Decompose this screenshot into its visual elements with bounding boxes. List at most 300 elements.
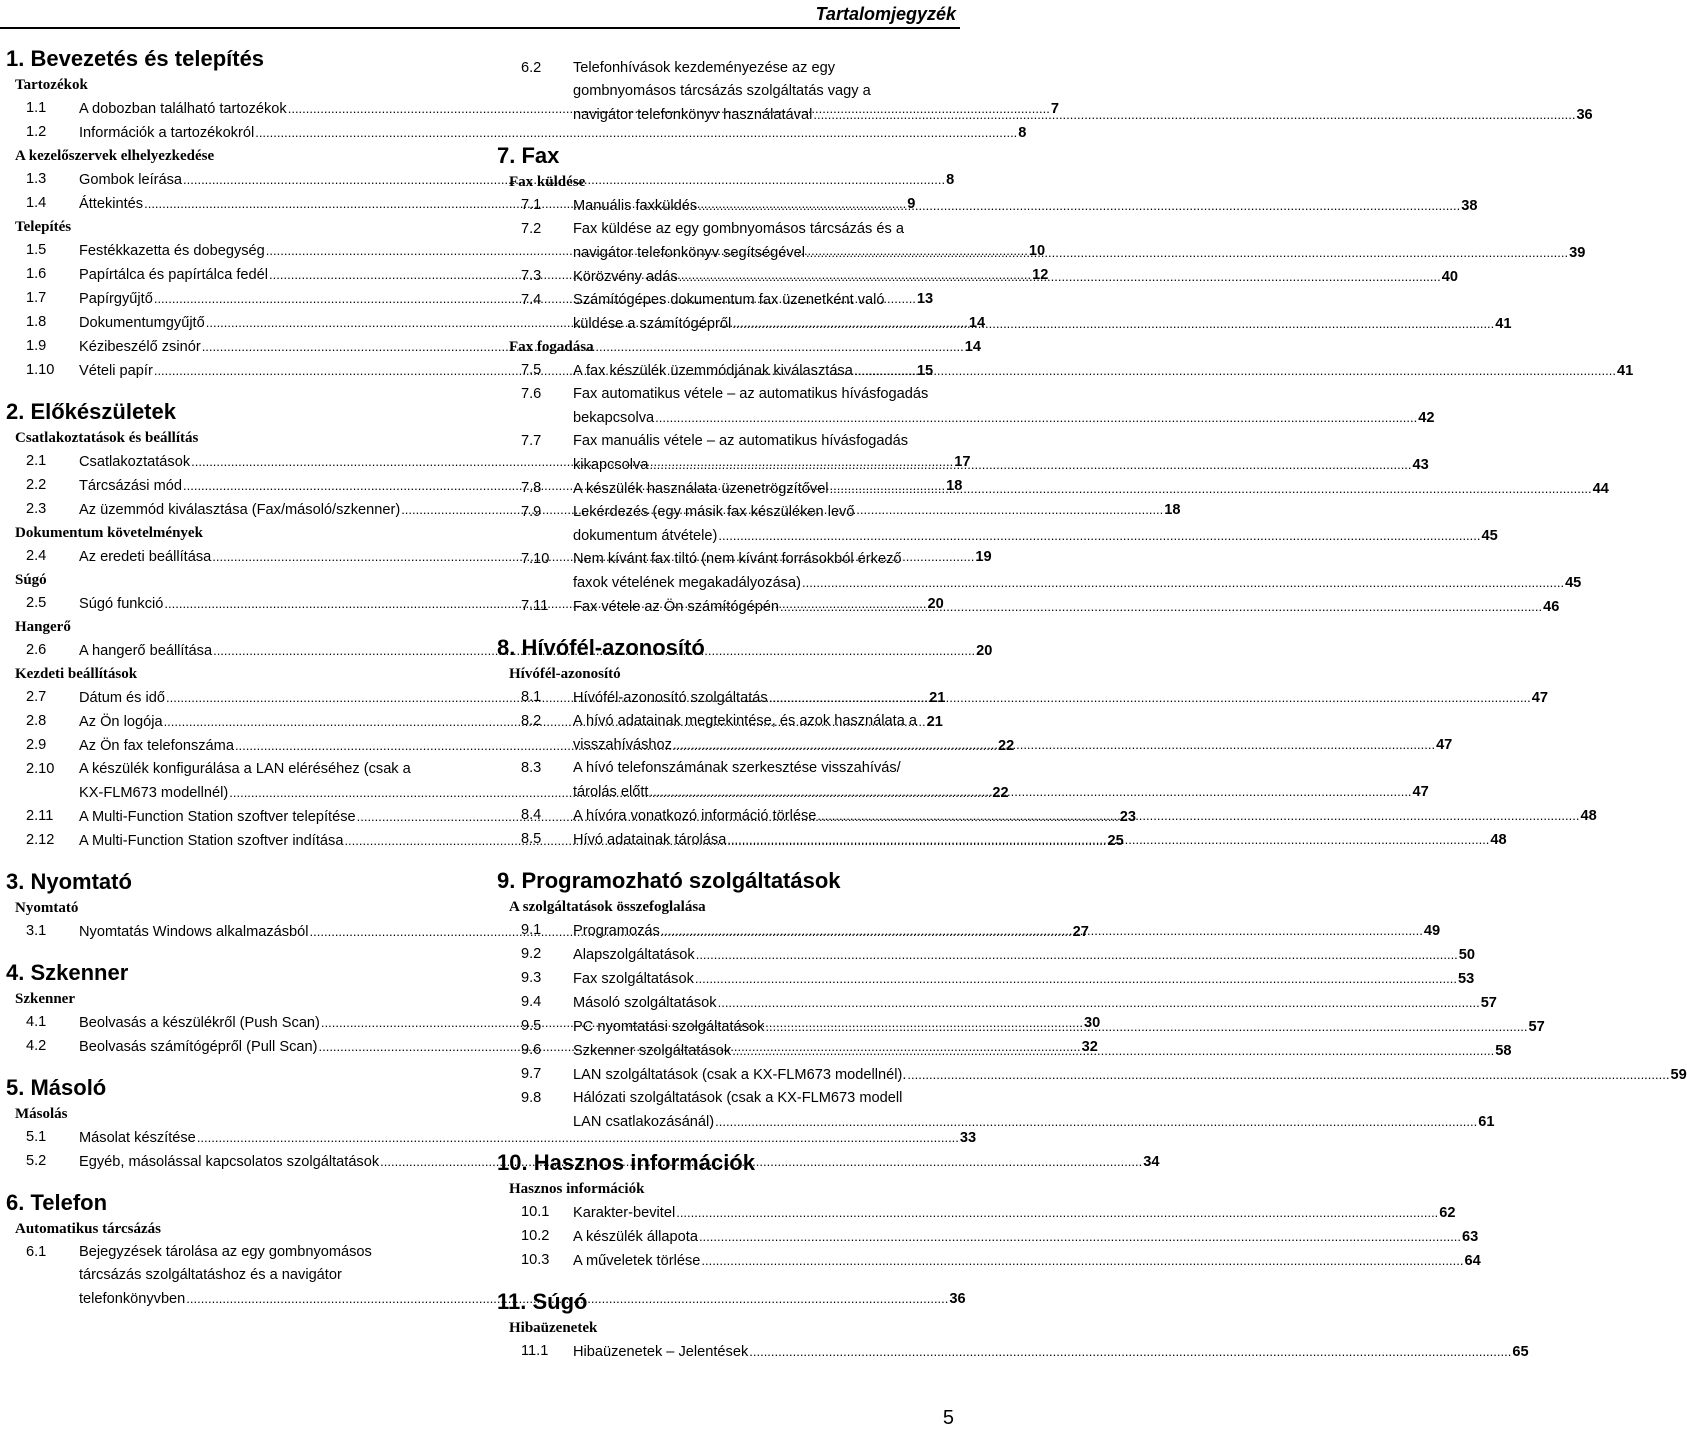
entry-page-number: 39 — [1569, 245, 1586, 261]
section-title: 10. Hasznos információk — [497, 1150, 755, 1175]
entry-last-line — [573, 312, 1512, 336]
entry-text-line: Az üzemmód kiválasztása (Fax/másoló/szkenner) — [79, 502, 401, 518]
section-title: 8. Hívófél-azonosító — [497, 635, 705, 660]
toc-entry[interactable] — [521, 194, 1478, 218]
entry-text-line: Hívó adatainak tárolása — [573, 832, 727, 848]
dot-leader — [764, 1015, 1528, 1038]
subsection-title: Fax fogadása — [509, 339, 594, 355]
entry-last-line — [573, 524, 1498, 548]
entry-text-line: Telefonhívások kezdeményezése az egy — [573, 60, 836, 76]
section-title: 4. Szkenner — [6, 960, 129, 985]
entry-text-line: Súgó funkció — [79, 596, 164, 612]
entry-number: 9.4 — [521, 994, 542, 1010]
entry-text-line: navigátor telefonkönyv használatával — [573, 107, 813, 123]
entry-last-line — [573, 453, 1429, 477]
entry-page-number: 57 — [1480, 995, 1497, 1011]
entry-text-line: faxok vételének megakadályozása) — [573, 575, 801, 591]
entry-number: 10.2 — [521, 1228, 550, 1244]
subsection-title: Másolás — [15, 1106, 68, 1122]
entry-page-number: 43 — [1412, 457, 1429, 473]
entry-text-line: gombnyomásos tárcsázás szolgáltatás vagy a — [573, 83, 871, 99]
entry-last-line — [573, 804, 1597, 828]
entry-page-number: 48 — [1490, 832, 1507, 848]
entry-number: 1.8 — [26, 314, 47, 330]
entry-page-number: 7 — [1050, 101, 1059, 117]
entry-text-line: Beolvasás számítógépről (Pull Scan) — [79, 1039, 318, 1055]
dot-leader — [853, 359, 1617, 382]
entry-number: 10.1 — [521, 1204, 550, 1220]
entry-number: 8.1 — [521, 689, 542, 705]
entry-page-number: 42 — [1418, 410, 1435, 426]
entry-body — [573, 757, 1429, 804]
section-title: 3. Nyomtató — [6, 869, 132, 894]
subsection-title: Dokumentum követelmények — [15, 525, 203, 541]
entry-body — [573, 1249, 1481, 1273]
subsection-title: Súgó — [15, 572, 47, 588]
entry-body — [573, 477, 1609, 501]
toc-entry[interactable] — [521, 1063, 1687, 1087]
entry-page-number: 14 — [968, 315, 986, 331]
entry-text-line: Tárcsázási mód — [79, 478, 182, 494]
header-rule — [0, 27, 960, 29]
entry-last-line — [573, 1201, 1456, 1225]
toc-section — [497, 1287, 1529, 1364]
subsection-title: Tartozékok — [15, 77, 88, 93]
entry-last-line — [573, 1110, 1494, 1134]
entry-page-number: 17 — [954, 454, 971, 470]
section-title: 1. Bevezetés és telepítés — [6, 46, 265, 71]
entry-text-line: Karakter-bevitel — [573, 1205, 676, 1221]
entry-text-line: Hibaüzenetek – Jelentések — [573, 1344, 749, 1360]
entry-text-line: A készülék állapota — [573, 1229, 698, 1245]
entry-number: 6.2 — [521, 60, 542, 76]
section-spacer — [0, 1174, 468, 1188]
entry-page-number: 46 — [1543, 599, 1560, 615]
section-spacer — [497, 1134, 960, 1148]
entry-text-line: Fax szolgáltatások — [573, 971, 694, 987]
entry-page-number: 27 — [1072, 924, 1089, 940]
dot-leader — [801, 571, 1565, 594]
entry-text-line: A Multi-Function Station szoftver telepítése — [79, 809, 356, 825]
entry-number: 9.7 — [521, 1066, 542, 1082]
subsection-title: Hasznos információk — [509, 1181, 645, 1197]
entry-page-number: 45 — [1481, 528, 1498, 544]
entry-page-number: 64 — [1464, 1253, 1481, 1269]
entry-page-number: 22 — [992, 785, 1009, 801]
entry-text-line: A hangerő beállítása — [79, 643, 213, 659]
toc-section — [497, 57, 1593, 127]
entry-number: 1.4 — [26, 195, 47, 211]
dot-leader — [731, 312, 1495, 335]
entry-last-line — [573, 991, 1497, 1015]
entry-text-line: Az eredeti beállítása — [79, 549, 212, 565]
entry-number: 2.3 — [26, 501, 47, 517]
toc-entry[interactable] — [521, 595, 1560, 619]
entry-body — [573, 1201, 1456, 1225]
entry-page-number: 36 — [949, 1291, 966, 1307]
section-spacer — [497, 852, 960, 866]
entry-page-number: 53 — [1457, 971, 1475, 987]
entry-number: 2.11 — [26, 808, 54, 824]
entry-number: 8.5 — [521, 831, 542, 847]
entry-text-line: A készülék használata üzenetrögzítővel — [573, 481, 829, 497]
entry-text-line: Az Ön fax telefonszáma — [79, 738, 234, 754]
entry-text-line: tárolás előtt — [573, 784, 649, 800]
entry-last-line — [573, 265, 1458, 289]
entry-page-number: 10 — [1028, 243, 1046, 259]
section-title: 5. Másoló — [6, 1075, 107, 1100]
entry-number: 1.7 — [26, 290, 47, 306]
page-header — [0, 0, 960, 29]
dot-leader — [812, 103, 1576, 126]
entry-page-number: 19 — [975, 549, 992, 565]
entry-text-line: Fax automatikus vétele – az automatikus hívásfogadás — [573, 386, 929, 402]
entry-number: 7.2 — [521, 221, 542, 237]
entry-last-line — [573, 194, 1477, 218]
entry-number: 8.4 — [521, 807, 542, 823]
dot-leader — [648, 453, 1412, 476]
entry-text-line: LAN csatlakozásánál) — [573, 1114, 715, 1130]
entry-body — [573, 991, 1497, 1015]
entry-last-line — [573, 1225, 1478, 1249]
entry-number: 8.2 — [521, 713, 542, 729]
subsection-title: A szolgáltatások összefoglalása — [509, 899, 706, 915]
dot-leader — [678, 265, 1442, 288]
dot-leader — [829, 477, 1593, 500]
entry-page-number: 33 — [959, 1130, 977, 1146]
entry-number: 7.5 — [521, 362, 542, 378]
entry-page-number: 12 — [1032, 267, 1049, 283]
entry-text-line: Gombok leírása — [79, 172, 183, 188]
entry-text-line: Programozás — [573, 923, 660, 939]
entry-text-line: A dobozban található tartozékok — [79, 101, 287, 117]
entry-last-line — [573, 967, 1474, 991]
entry-page-number: 21 — [926, 714, 943, 730]
entry-page-number: 41 — [1495, 316, 1512, 332]
entry-text-line: A hívó adatainak megtekintése, és azok használata a — [573, 713, 917, 729]
entry-number: 2.2 — [26, 477, 47, 493]
entry-page-number: 44 — [1592, 481, 1609, 497]
entry-number: 9.6 — [521, 1042, 542, 1058]
entry-text-line: Másolat készítése — [79, 1130, 196, 1146]
entry-text-line: Nem kívánt fax tiltó (nem kívánt forrásokból érkező — [573, 551, 902, 567]
entry-last-line — [573, 406, 1434, 430]
entry-page-number: 20 — [976, 643, 993, 659]
toc-entry[interactable] — [521, 1087, 1495, 1134]
entry-number: 4.1 — [26, 1014, 47, 1030]
page-number: 5 — [942, 1407, 954, 1429]
section-title: 7. Fax — [497, 143, 560, 168]
toc-entry[interactable] — [26, 1126, 977, 1150]
entry-page-number: 30 — [1084, 1015, 1101, 1031]
dot-leader — [779, 595, 1543, 618]
entry-last-line — [573, 1340, 1529, 1364]
dot-leader — [906, 1063, 1670, 1086]
section-title: 11. Súgó — [497, 1289, 588, 1314]
entry-text-line: Egyéb, másolással kapcsolatos szolgáltatások — [79, 1154, 380, 1170]
entry-page-number: 8 — [1018, 125, 1027, 141]
entry-last-line — [573, 919, 1440, 943]
toc-entry[interactable] — [521, 967, 1475, 991]
subsection-title: Szkenner — [15, 991, 75, 1007]
entry-last-line — [573, 733, 1452, 757]
entry-number: 1.1 — [26, 100, 47, 116]
entry-page-number: 48 — [1580, 808, 1597, 824]
entry-number: 1.3 — [26, 171, 47, 187]
entry-last-line — [573, 686, 1548, 710]
section-spacer — [497, 127, 960, 141]
entry-page-number: 23 — [1119, 809, 1136, 825]
entry-text-line: A hívó telefonszámának szerkesztése visszahívás/ — [573, 760, 901, 776]
entry-text-line: Csatlakoztatások — [79, 454, 191, 470]
entry-text-line: A műveletek törlése — [573, 1253, 701, 1269]
entry-body — [573, 430, 1429, 477]
dot-leader — [726, 828, 1490, 851]
entry-page-number: 61 — [1478, 1114, 1495, 1130]
toc-entry[interactable] — [521, 1225, 1479, 1249]
toc-entry[interactable] — [521, 943, 1476, 967]
entry-number: 10.3 — [521, 1252, 550, 1268]
entry-number: 2.8 — [26, 713, 47, 729]
entry-page-number: 47 — [1412, 784, 1429, 800]
entry-page-number: 36 — [1576, 107, 1593, 123]
entry-body — [573, 1063, 1687, 1087]
subsection-title: Csatlakoztatások és beállítás — [15, 430, 199, 446]
entry-number: 2.7 — [26, 689, 47, 705]
entry-text-line: A Multi-Function Station szoftver indítása — [79, 833, 344, 849]
entry-number: 6.1 — [26, 1244, 47, 1260]
entry-number: 7.10 — [521, 551, 550, 567]
entry-text-line: Alapszolgáltatások — [573, 947, 695, 963]
entry-last-line — [573, 241, 1585, 265]
entry-body — [573, 359, 1633, 383]
entry-text-line: Dátum és idő — [79, 690, 165, 706]
entry-text-line: Festékkazetta és dobegység — [79, 243, 265, 259]
entry-number: 5.1 — [26, 1129, 47, 1145]
dot-leader — [731, 1039, 1495, 1062]
entry-text-line: Lekérdezés (egy másik fax készüléken levő — [573, 504, 855, 520]
toc-entry[interactable] — [521, 1201, 1456, 1225]
entry-last-line — [573, 943, 1475, 967]
entry-text-line: Beolvasás a készülékről (Push Scan) — [79, 1015, 320, 1031]
entry-number: 2.12 — [26, 832, 55, 848]
entry-last-line — [573, 1039, 1512, 1063]
entry-number: 2.9 — [26, 737, 47, 753]
subsection-title: Nyomtató — [15, 900, 79, 916]
entry-text-line: Nyomtatás Windows alkalmazásból — [79, 924, 309, 940]
entry-number: 8.3 — [521, 760, 542, 776]
subsection-title: Kezdeti beállítások — [15, 666, 138, 682]
toc-entry[interactable] — [521, 991, 1497, 1015]
subsection-title: Telepítés — [15, 219, 72, 235]
entry-number: 2.6 — [26, 642, 47, 658]
entry-last-line — [573, 780, 1429, 804]
entry-page-number: 57 — [1528, 1019, 1545, 1035]
entry-text-line: A hívóra vonatkozó információ törlése — [573, 808, 817, 824]
entry-page-number: 58 — [1495, 1043, 1512, 1059]
subsection-title: Hívófél-azonosító — [509, 666, 621, 682]
entry-last-line — [573, 828, 1507, 852]
subsection-title: Hangerő — [15, 619, 71, 635]
entry-text-line: Hálózati szolgáltatások (csak a KX-FLM673 modell — [573, 1090, 903, 1106]
entry-body — [573, 194, 1477, 218]
subsection-title: Automatikus tárcsázás — [15, 1221, 161, 1237]
entry-body — [573, 548, 1581, 595]
section-title: 9. Programozható szolgáltatások — [497, 868, 841, 893]
entry-number: 7.7 — [521, 433, 542, 449]
entry-number: 7.11 — [521, 598, 549, 614]
entry-page-number: 47 — [1531, 690, 1549, 706]
entry-text-line: PC nyomtatási szolgáltatások — [573, 1019, 765, 1035]
entry-number: 2.1 — [26, 453, 47, 469]
dot-leader — [717, 524, 1481, 547]
entry-number: 7.9 — [521, 504, 542, 520]
subsection-title: A kezelőszervek elhelyezkedése — [15, 148, 215, 164]
entry-body — [573, 1015, 1545, 1039]
entry-number: 2.4 — [26, 548, 47, 564]
dot-leader — [700, 1249, 1464, 1272]
entry-page-number: 59 — [1670, 1067, 1687, 1083]
entry-page-number: 41 — [1616, 363, 1634, 379]
entry-page-number: 38 — [1461, 198, 1478, 214]
entry-body — [573, 1340, 1529, 1364]
toc-entry[interactable] — [521, 1249, 1481, 1273]
toc-entry[interactable] — [521, 1340, 1529, 1364]
entry-text-line: bekapcsolva — [573, 410, 655, 426]
section-title: 6. Telefon — [6, 1190, 108, 1215]
entry-last-line — [573, 1249, 1481, 1273]
entry-last-line — [573, 1015, 1545, 1039]
entry-page-number: 63 — [1462, 1229, 1479, 1245]
entry-page-number: 14 — [964, 339, 982, 355]
entry-text-line: telefonkönyvben — [79, 1291, 186, 1307]
toc-entry[interactable] — [26, 121, 1027, 145]
entry-page-number: 13 — [916, 291, 934, 307]
entry-page-number: 9 — [907, 196, 916, 212]
entry-body — [573, 218, 1585, 265]
dot-leader — [672, 733, 1436, 756]
entry-body — [573, 1225, 1478, 1249]
entry-text-line: Dokumentumgyűjtő — [79, 315, 205, 331]
entry-number: 7.3 — [521, 268, 542, 284]
dot-leader — [768, 686, 1532, 709]
dot-leader — [694, 967, 1458, 990]
entry-body — [573, 1087, 1494, 1134]
toc-entry[interactable] — [521, 686, 1549, 710]
entry-text-line: Az Ön logója — [79, 714, 163, 730]
dot-leader — [697, 194, 1461, 217]
entry-page-number: 47 — [1436, 737, 1453, 753]
entry-body — [573, 383, 1434, 430]
entry-number: 3.1 — [26, 923, 47, 939]
entry-body — [573, 501, 1498, 548]
entry-page-number: 22 — [998, 738, 1015, 754]
subsection-title: Hibaüzenetek — [509, 1320, 598, 1336]
entry-number: 4.2 — [26, 1038, 47, 1054]
entry-last-line — [573, 1063, 1687, 1087]
entry-number: 7.4 — [521, 292, 542, 308]
dot-leader — [717, 991, 1481, 1014]
entry-page-number: 18 — [946, 478, 963, 494]
entry-text-line: Szkenner szolgáltatások — [573, 1043, 732, 1059]
entry-text-line: Manuális faxküldés — [573, 198, 698, 214]
section-spacer — [0, 383, 468, 397]
entry-page-number: 20 — [927, 596, 944, 612]
entry-body — [573, 686, 1548, 710]
entry-body — [573, 710, 1452, 757]
entry-number: 7.1 — [521, 197, 542, 213]
entry-text-line: Vételi papír — [79, 363, 153, 379]
entry-body — [573, 595, 1559, 619]
entry-page-number: 34 — [1143, 1154, 1160, 1170]
toc-entry[interactable] — [521, 383, 1435, 430]
entry-page-number: 15 — [916, 363, 934, 379]
entry-number: 1.10 — [26, 362, 55, 378]
dot-leader — [648, 780, 1412, 803]
entry-page-number: 50 — [1458, 947, 1476, 963]
entry-body — [573, 919, 1440, 943]
entry-text-line: Számítógépes dokumentum fax üzenetként való — [573, 292, 885, 308]
entry-text-line: kikapcsolva — [573, 457, 649, 473]
entry-number: 5.2 — [26, 1153, 47, 1169]
section-spacer — [497, 1273, 960, 1287]
entry-page-number: 40 — [1441, 269, 1458, 285]
entry-page-number: 49 — [1423, 923, 1441, 939]
entry-text-line: Fax vétele az Ön számítógépén — [573, 599, 780, 615]
entry-text-line: tárcsázás szolgáltatáshoz és a navigátor — [79, 1267, 342, 1283]
entry-text-line: dokumentum átvétele) — [573, 528, 718, 544]
entry-number: 2.5 — [26, 595, 47, 611]
section-spacer — [0, 1059, 468, 1073]
entry-number: 9.8 — [521, 1090, 542, 1106]
entry-last-line — [573, 103, 1593, 127]
entry-number: 1.9 — [26, 338, 47, 354]
entry-body — [573, 1039, 1512, 1063]
dot-leader — [698, 1225, 1462, 1248]
entry-page-number: 18 — [1164, 502, 1181, 518]
entry-page-number: 65 — [1512, 1344, 1529, 1360]
entry-text-line: Áttekintés — [79, 196, 144, 212]
section-spacer — [0, 853, 468, 867]
dot-leader — [748, 1340, 1512, 1363]
dot-leader — [816, 804, 1580, 827]
entry-last-line — [573, 571, 1581, 595]
entry-number: 1.5 — [26, 242, 47, 258]
entry-text-line: Információk a tartozékokról — [79, 125, 255, 141]
entry-text-line: Másoló szolgáltatások — [573, 995, 717, 1011]
section-spacer — [0, 944, 468, 958]
entry-last-line — [573, 359, 1633, 383]
entry-number: 9.1 — [521, 922, 542, 938]
entry-body — [573, 967, 1474, 991]
entry-text-line: Papírtálca és papírtálca fedél — [79, 267, 269, 283]
entry-page-number: 32 — [1081, 1039, 1098, 1055]
entry-last-line — [573, 595, 1559, 619]
entry-number: 11.1 — [521, 1343, 549, 1359]
dot-leader — [675, 1201, 1439, 1224]
section-title: 2. Előkészületek — [6, 399, 176, 424]
toc-entry[interactable] — [521, 359, 1634, 383]
toc-entry[interactable] — [521, 57, 1593, 127]
dot-leader — [695, 943, 1459, 966]
entry-text-line: KX-FLM673 modellnél) — [79, 785, 229, 801]
entry-number: 9.3 — [521, 970, 542, 986]
entry-number: 1.2 — [26, 124, 47, 140]
dot-leader — [714, 1110, 1478, 1133]
header-title: Tartalomjegyzék — [815, 4, 956, 24]
entry-text-line: A készülék konfigurálása a LAN eléréséhez (csak a — [79, 761, 411, 777]
entry-body — [573, 943, 1475, 967]
